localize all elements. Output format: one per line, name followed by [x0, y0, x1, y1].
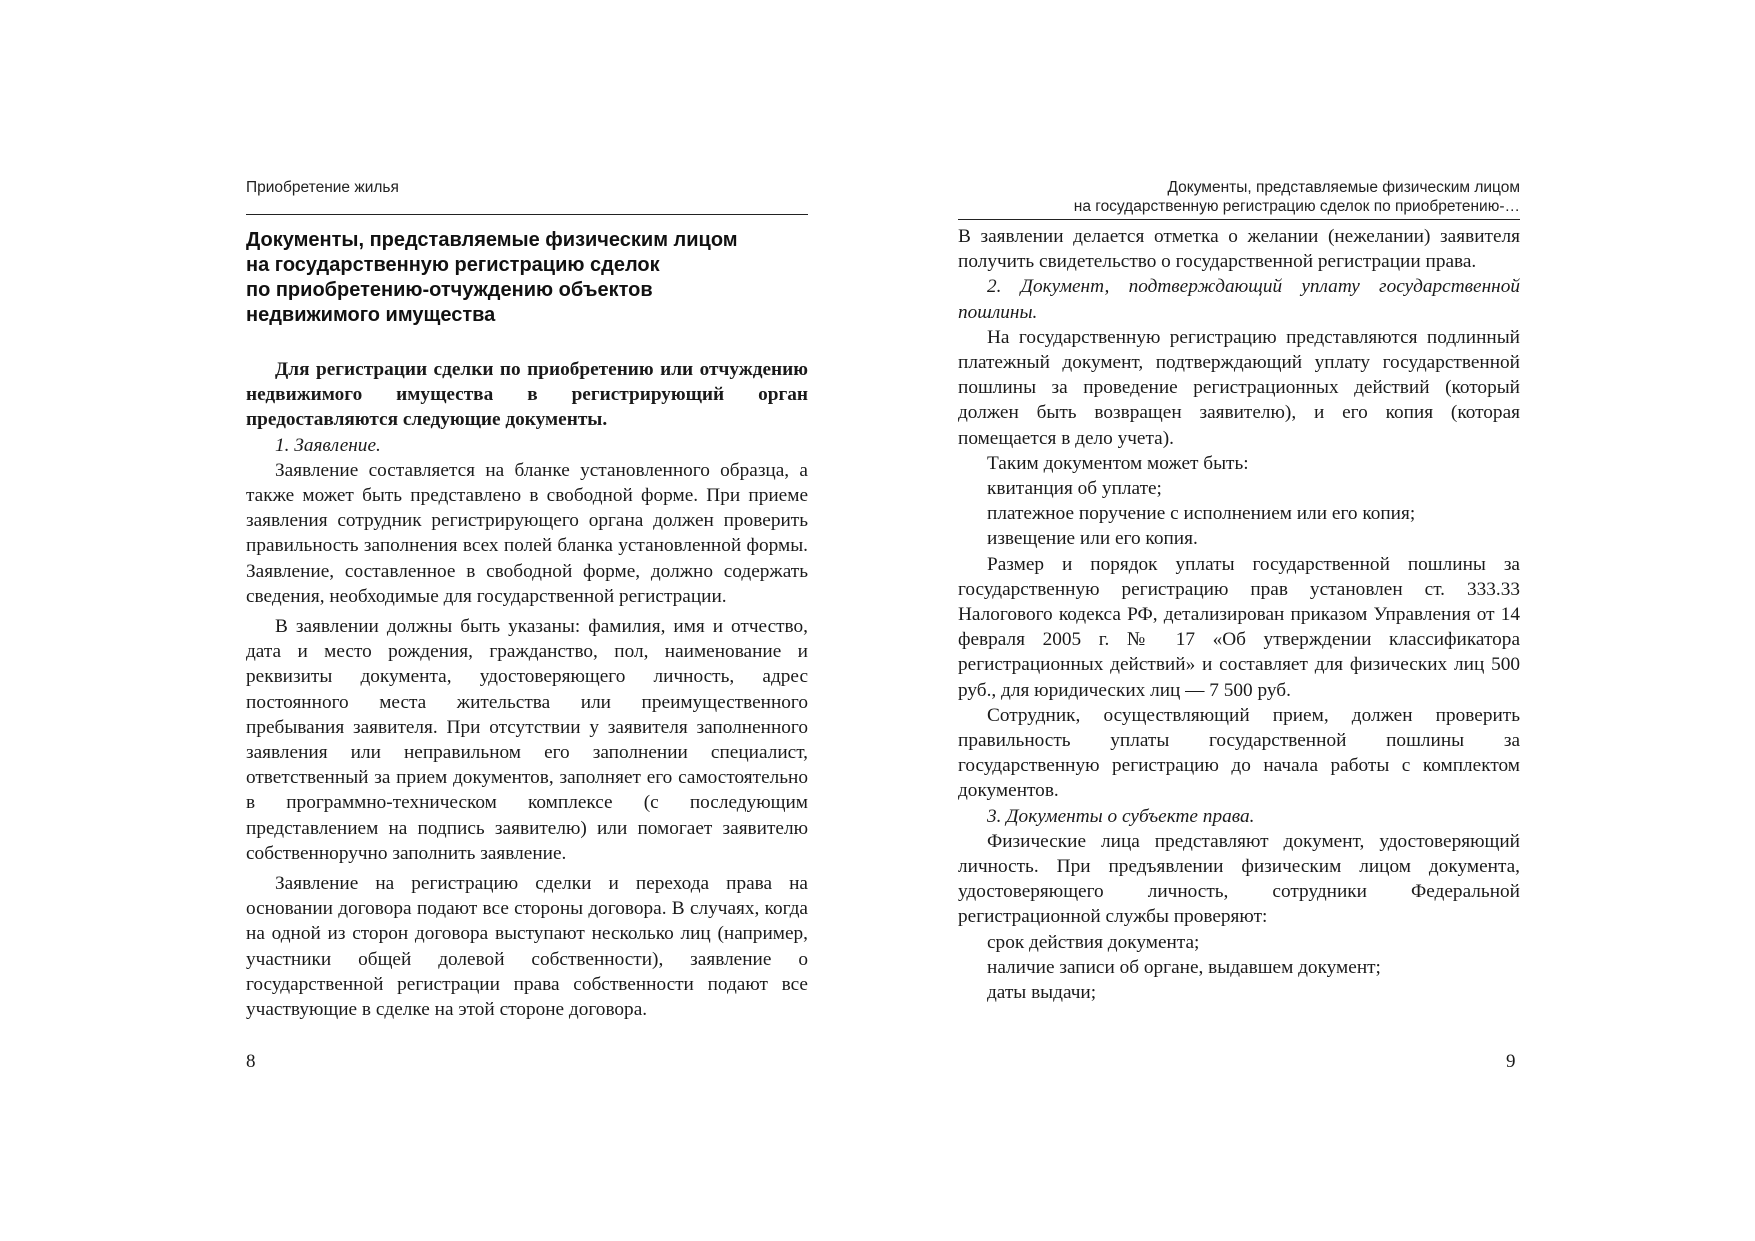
right-running-head-line: Документы, представляемые физическим лицом	[1167, 179, 1520, 196]
paragraph: В заявлении делается отметка о желании (нежелании) заявителя получить свидетельство о государственной регистрации права.	[958, 226, 1520, 273]
item-heading-fee-document: 2. Документ, подтверждающий уплату государственной пошлины.	[958, 276, 1520, 323]
paragraph: Таким документом может быть:	[987, 452, 1249, 474]
page-number-left: 8	[246, 1051, 256, 1072]
left-running-head: Приобретение жилья	[246, 179, 399, 196]
page-number-right: 9	[1506, 1051, 1516, 1072]
title-line: недвижимого имущества	[246, 304, 496, 326]
left-head-rule	[246, 214, 808, 215]
paragraph: Заявление на регистрацию сделки и перехода права на основании договора подают все стороны договора. В случаях, когда на одной из сторон договора выступают несколько лиц (например, участники общей долевой собственности), заявление о государственной регистрации права собственности подают все участвующие в сделке на этой стороне договора.	[246, 873, 808, 1021]
item-heading-subject-documents: 3. Документы о субъекте права.	[987, 805, 1255, 827]
list-item: извещение или его копия.	[987, 528, 1198, 550]
paragraph: Заявление составляется на бланке установленного образца, а также может быть представлено в свободной форме. При приеме заявления сотрудник регистрирующего органа должен проверить правильность заполнения всех полей бланка установленной формы. Заявление, составленное в свободной форме, должно содержать сведения, необходимые для государственной регистрации.	[246, 459, 808, 607]
list-item: даты выдачи;	[987, 982, 1097, 1004]
list-item: платежное поручение с исполнением или его копия;	[987, 503, 1416, 525]
title-line: по приобретению-отчуждению объектов	[246, 279, 653, 301]
title-line: Документы, представляемые физическим лицом	[246, 229, 738, 251]
right-running-head	[958, 178, 1520, 216]
left-page	[246, 178, 808, 1022]
right-body-text	[958, 224, 1520, 1005]
lead-paragraph: Для регистрации сделки по приобретению или отчуждению недвижимого имущества в регистрирующий орган предоставляются следующие документы.	[246, 359, 808, 431]
left-body-text	[246, 357, 808, 1022]
right-running-head-line: на государственную регистрацию сделок по приобретению-…	[1073, 198, 1520, 215]
paragraph: Сотрудник, осуществляющий прием, должен проверить правильность уплаты государственной пошлины за государственную регистрацию до начала работы с комплектом документов.	[958, 704, 1520, 802]
paragraph: В заявлении должны быть указаны: фамилия, имя и отчество, дата и место рождения, гражданство, пол, наименование и реквизиты документа, удостоверяющего личность, адрес постоянного места жительства или преимущественного пребывания заявителя. При отсутствии у заявителя заполненного заявления или неправильном его заполнении специалист, ответственный за прием документов, заполняет его самостоятельно в программно-техническом комплексе (с последующим представлением на подпись заявителю) или помогает заявителю собственноручно заполнить заявление.	[246, 616, 808, 864]
right-head-rule	[958, 219, 1520, 220]
list-item: наличие записи об органе, выдавшем документ;	[987, 956, 1381, 978]
paragraph: Физические лица представляют документ, удостоверяющий личность. При предъявлении физическим лицом документа, удостоверяющего личность, сотрудники Федеральной регистрационной службы проверяют:	[958, 830, 1520, 928]
section-title	[246, 228, 808, 328]
right-page	[958, 178, 1520, 1005]
item-heading-application: 1. Заявление.	[275, 434, 381, 456]
paragraph: На государственную регистрацию представляются подлинный платежный документ, подтверждающий уплату государственной пошлины за проведение регистрационных действий (который должен быть возвращен заявителю), и его копия (которая помещается в дело учета).	[958, 326, 1520, 449]
paragraph: Размер и порядок уплаты государственной пошлины за государственную регистрацию прав установлен ст. 333.33 Налогового кодекса РФ, детализирован приказом Управления от 14 февраля 2005 г. № 17 «Об утверждении классификатора регистрационных действий» и составляет для физических лиц 500 руб., для юридических лиц — 7 500 руб.	[958, 553, 1520, 701]
title-line: на государственную регистрацию сделок	[246, 254, 660, 276]
list-item: квитанция об уплате;	[987, 478, 1162, 500]
list-item: срок действия документа;	[987, 931, 1200, 953]
